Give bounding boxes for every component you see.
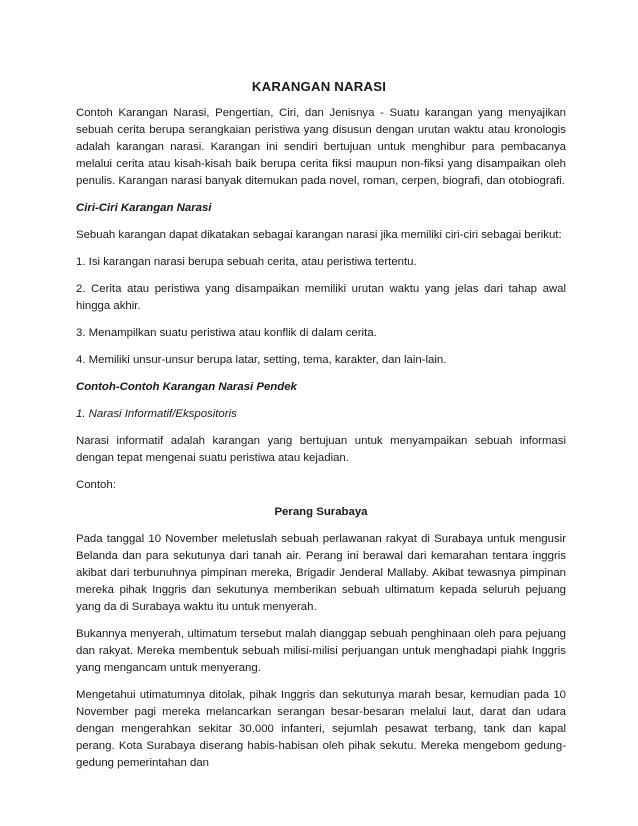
contoh-label: Contoh:	[76, 479, 116, 491]
story-paragraph: Mengetahui utimatumnya ditolak, pihak Inggris dan sekutunya marah besar, kemudian pada 10 November pagi mereka melancarkan serangan besar-besaran melalui laut, darat dan udara dengan mengerahkan sekitar 30.000 infanteri, sejumlah pesawat terbang, tank dan kapal perang. Kota Surabaya diserang habis-habisan oleh pihak sekutu. Mereka mengebom gedung-gedung pemerintahan dan	[76, 689, 566, 769]
subsection-heading-informatif: 1. Narasi Informatif/Ekspositoris	[76, 408, 237, 420]
list-item: 1. Isi karangan narasi berupa sebuah cerita, atau peristiwa tertentu.	[76, 256, 417, 268]
list-item: 4. Memiliki unsur-unsur berupa latar, setting, tema, karakter, dan lain-lain.	[76, 354, 447, 366]
story-paragraph: Pada tanggal 10 November meletuslah sebuah perlawanan rakyat di Surabaya untuk mengusir Belanda dan para sekutunya dari tanah air. Perang ini berawal dari kemarahan tentara inggris akibat dari terbunuhnya pimpinan mereka, Brigadir Jenderal Mallaby. Akibat tewasnya pimpinan mereka pihak Inggris dan sekutunya memberikan sebuah ultimatum kepada seluruh pejuang yang da di Surabaya waktu itu untuk menyerah.	[76, 533, 566, 613]
story-title: Perang Surabaya	[274, 506, 368, 518]
document-body	[76, 105, 566, 782]
intro-paragraph: Contoh Karangan Narasi, Pengertian, Ciri, dan Jenisnya - Suatu karangan yang menyajikan sebuah cerita berupa serangkaian peristiwa yang disusun dengan urutan waktu atau kronologis adalah karangan narasi. Karangan ini sendiri bertujuan untuk menghibur para pembacanya melalui cerita atau kisah-kisah baik berupa cerita fiksi maupun non-fiksi yang disampaikan oleh penulis. Karangan narasi banyak ditemukan pada novel, roman, cerpen, biografi, dan otobiografi.	[76, 107, 566, 187]
section-heading-ciri: Ciri-Ciri Karangan Narasi	[76, 202, 212, 214]
section-heading-contoh: Contoh-Contoh Karangan Narasi Pendek	[76, 381, 297, 393]
document-title: KARANGAN NARASI	[251, 79, 387, 94]
ciri-intro-paragraph: Sebuah karangan dapat dikatakan sebagai karangan narasi jika memiliki ciri-ciri sebagai berikut:	[76, 229, 562, 241]
informatif-description: Narasi informatif adalah karangan yang bertujuan untuk menyampaikan sebuah informasi dengan tepat mengenai suatu peristiwa atau kejadian.	[76, 435, 566, 464]
list-item: 2. Cerita atau peristiwa yang disampaikan memiliki urutan waktu yang jelas dari tahap awal hingga akhir.	[76, 283, 566, 312]
story-paragraph: Bukannya menyerah, ultimatum tersebut malah dianggap sebuah penghinaan oleh para pejuang dan rakyat. Mereka membentuk sebuah milisi-milisi perjuangan untuk menghadapi piahk Inggris yang mengancam untuk menyerang.	[76, 628, 566, 674]
list-item: 3. Menampilkan suatu peristiwa atau konflik di dalam cerita.	[76, 327, 377, 339]
